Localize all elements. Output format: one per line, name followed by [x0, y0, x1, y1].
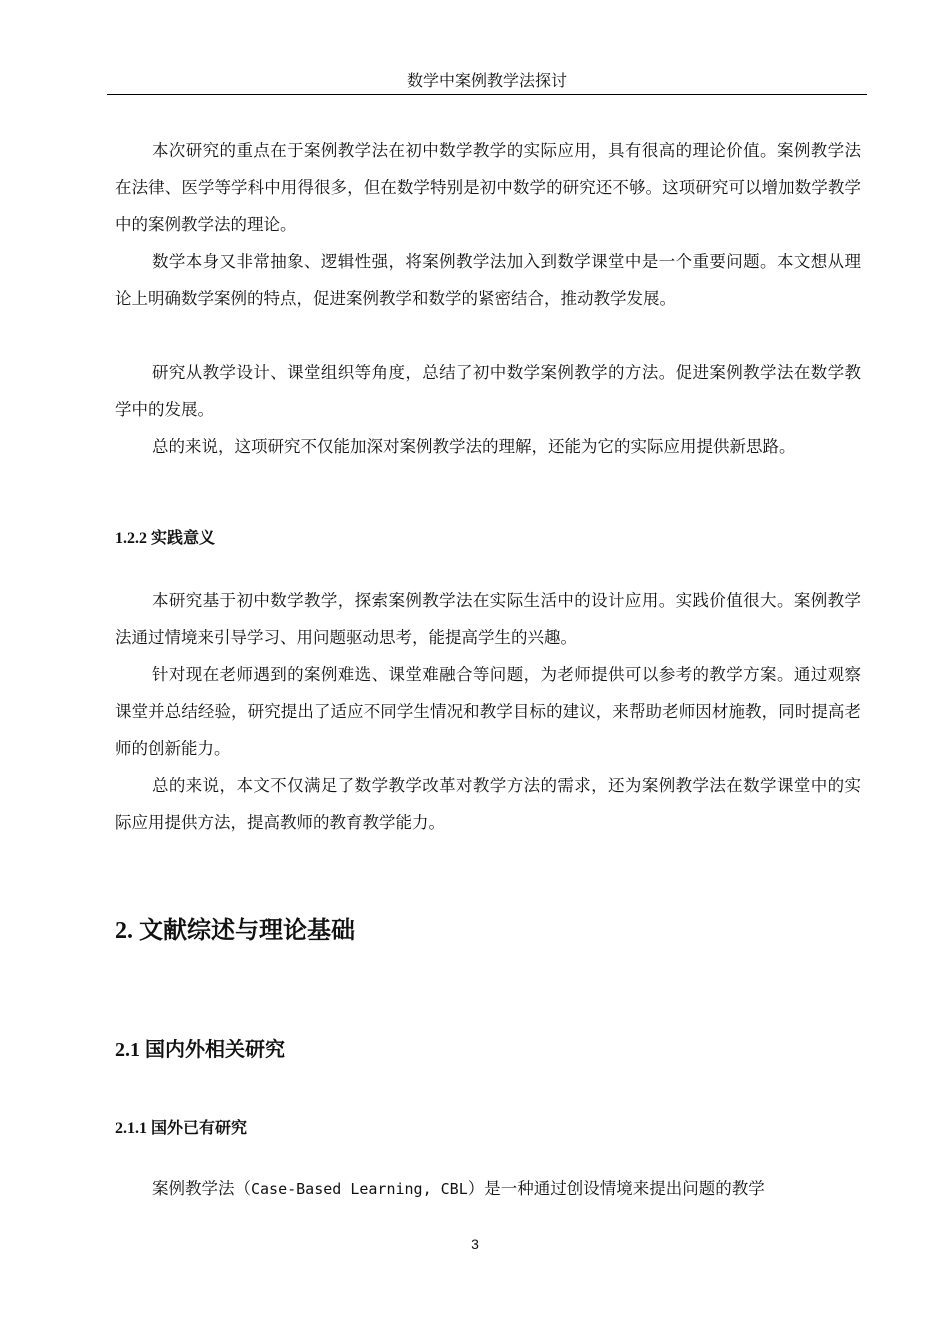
heading-2-1-1: 2.1.1 国外已有研究 [115, 1120, 248, 1137]
cbl-prefix: 案例教学法（ [152, 1179, 251, 1198]
heading-chapter-2: 2. 文献综述与理论基础 [115, 918, 355, 944]
paragraph-practice-1: 本研究基于初中数学教学，探索案例教学法在实际生活中的设计应用。实践价值很大。案例教学法通过情境来引导学习、用问题驱动思考，能提高学生的兴趣。 [115, 591, 861, 647]
heading-2-1: 2.1 国内外相关研究 [115, 1039, 285, 1061]
page-number: 3 [471, 1236, 479, 1252]
paragraph-theory-2: 数学本身又非常抽象、逻辑性强，将案例教学法加入到数学课堂中是一个重要问题。本文想从理论上明确数学案例的特点，促进案例教学和数学的紧密结合，推动教学发展。 [115, 252, 861, 308]
page-header-title: 数学中案例教学法探讨 [406, 71, 567, 90]
paragraph-theory-4: 总的来说，这项研究不仅能加深对案例教学法的理解，还能为它的实际应用提供新思路。 [152, 437, 796, 456]
header-divider [107, 94, 867, 95]
cbl-suffix: ）是一种通过创设情境来提出问题的教学 [467, 1179, 765, 1198]
paragraph-cbl-intro [115, 1170, 861, 1208]
paragraph-theory-3: 研究从教学设计、课堂组织等角度，总结了初中数学案例教学的方法。促进案例教学法在数学教学中的发展。 [115, 363, 861, 419]
paragraph-practice-2: 针对现在老师遇到的案例难选、课堂难融合等问题，为老师提供可以参考的教学方案。通过观察课堂并总结经验，研究提出了适应不同学生情况和教学目标的建议，来帮助老师因材施教，同时提高老师的创新能力。 [115, 665, 861, 758]
cbl-term: Case-Based Learning, CBL [251, 1180, 468, 1198]
paragraph-practice-3: 总的来说，本文不仅满足了数学教学改革对教学方法的需求，还为案例教学法在数学课堂中的实际应用提供方法，提高教师的教育教学能力。 [115, 776, 861, 832]
paragraph-theory-1: 本次研究的重点在于案例教学法在初中数学教学的实际应用，具有很高的理论价值。案例教学法在法律、医学等学科中用得很多，但在数学特别是初中数学的研究还不够。这项研究可以增加数学教学中的案例教学法的理论。 [115, 141, 861, 234]
heading-1-2-2: 1.2.2 实践意义 [115, 530, 216, 547]
